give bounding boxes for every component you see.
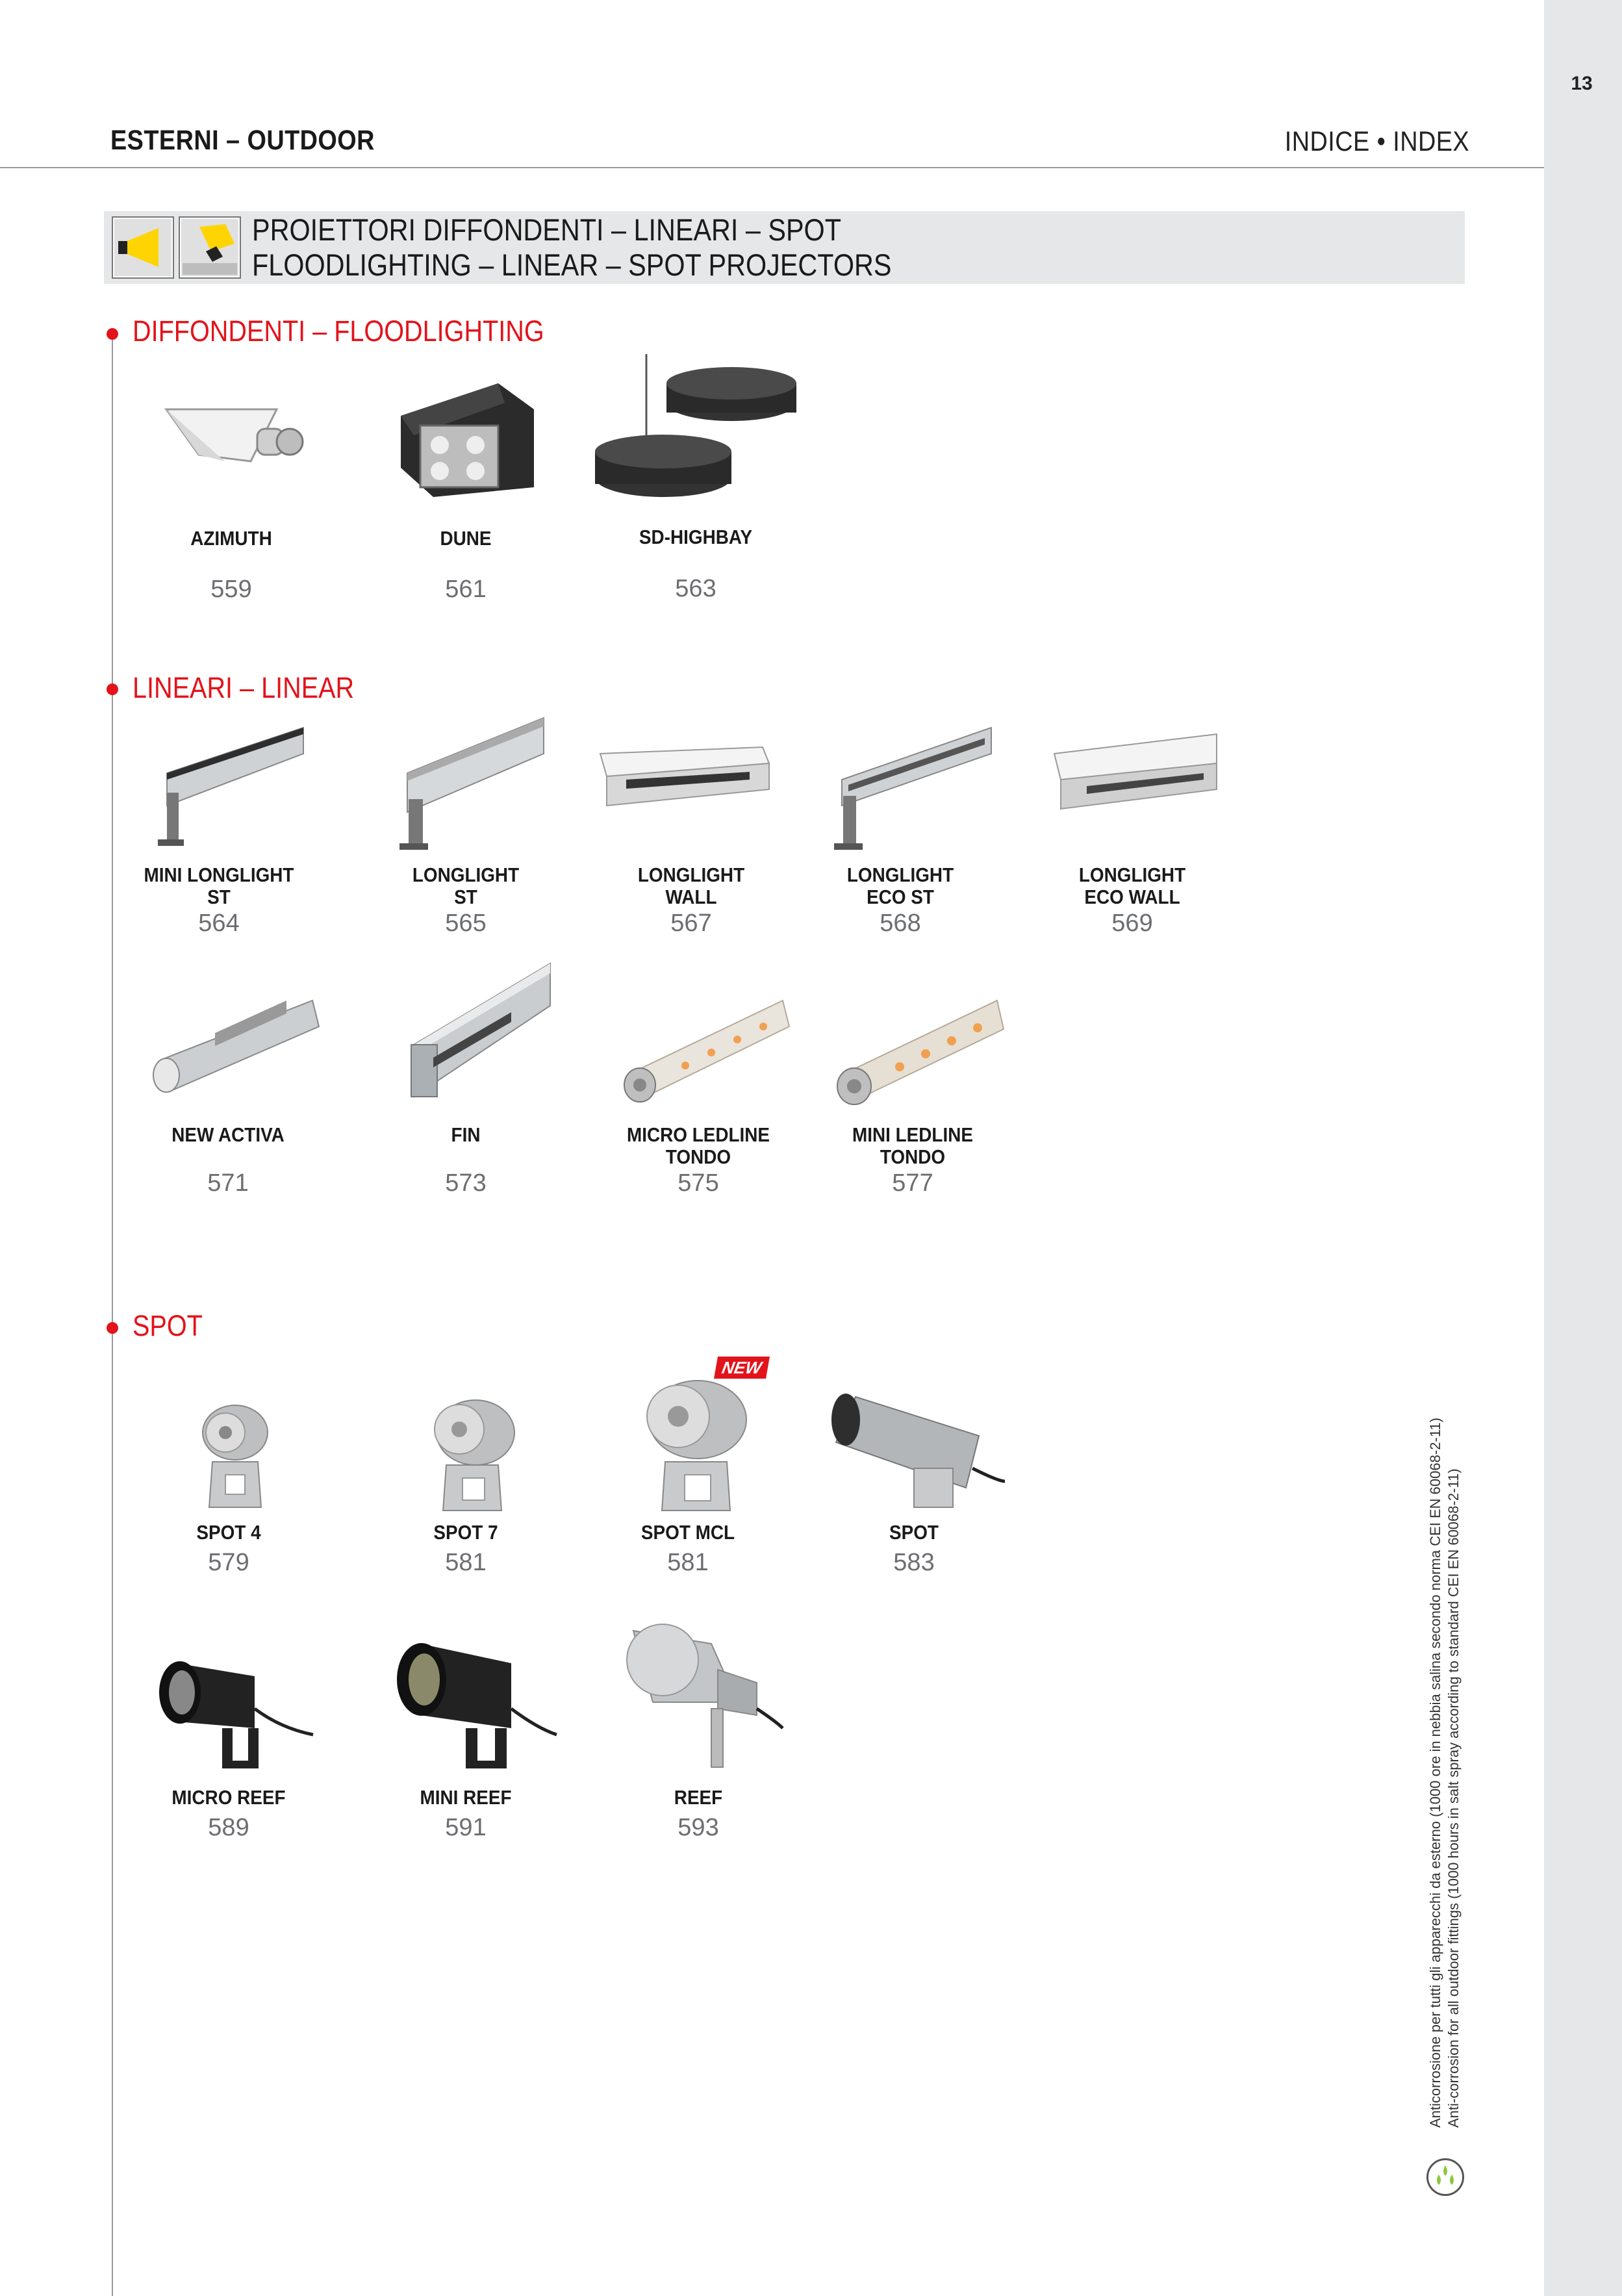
product-page: 567 bbox=[670, 910, 712, 937]
mini-ledline-tondo-image bbox=[809, 975, 1017, 1117]
product-page: 569 bbox=[1111, 910, 1153, 937]
page-number: 13 bbox=[1571, 73, 1593, 94]
product-name: LONGLIGHT ECO ST bbox=[846, 863, 954, 908]
product-page: 579 bbox=[208, 1549, 249, 1576]
section-dot bbox=[107, 683, 118, 695]
banner-title-italian: PROIETTORI DIFFONDENTI – LINEARI – SPOT bbox=[252, 212, 842, 247]
azimuth-image bbox=[127, 364, 335, 520]
longlight-st-image bbox=[362, 715, 570, 858]
product-page: 593 bbox=[678, 1814, 719, 1841]
section-timeline bbox=[112, 335, 113, 2296]
product-name: SD-HIGHBAY bbox=[639, 526, 753, 548]
section-title-spot: SPOT bbox=[133, 1309, 203, 1342]
product-name: REEF bbox=[674, 1786, 723, 1809]
product-name: LONGLIGHT ST bbox=[412, 863, 520, 908]
note-english: Anti-corrosion for all outdoor fittings (1000 hours in salt spray according to standard CEI EN 60068-2-11) bbox=[1445, 1468, 1462, 2128]
product-page: 559 bbox=[210, 576, 252, 603]
spot-7-image bbox=[362, 1387, 570, 1517]
floodlight-icon bbox=[112, 216, 174, 279]
product-page: 581 bbox=[667, 1549, 709, 1576]
product-page: 581 bbox=[445, 1549, 487, 1576]
product-name: SPOT bbox=[889, 1521, 939, 1544]
page-side-strip bbox=[1544, 0, 1622, 2296]
longlight-eco-st-image bbox=[796, 715, 1004, 858]
longlight-eco-wall-image bbox=[1028, 715, 1236, 858]
product-page: 589 bbox=[208, 1814, 249, 1841]
longlight-wall-image bbox=[587, 715, 795, 858]
index-link[interactable]: INDICE • INDEX bbox=[1284, 126, 1469, 157]
section-heading: ESTERNI – OUTDOOR bbox=[110, 125, 375, 156]
spot-mcl-image bbox=[584, 1371, 792, 1517]
dune-image bbox=[362, 364, 570, 520]
product-page: 571 bbox=[207, 1169, 249, 1197]
product-name: MINI LEDLINE TONDO bbox=[852, 1123, 973, 1168]
new-badge: NEW bbox=[714, 1357, 770, 1379]
product-name: NEW ACTIVA bbox=[171, 1123, 285, 1146]
section-dot bbox=[107, 328, 118, 340]
mini-longlight-st-image bbox=[115, 715, 323, 858]
fin-image bbox=[362, 960, 570, 1116]
product-name: LONGLIGHT WALL bbox=[637, 863, 745, 908]
banner-title-english: FLOODLIGHTING – LINEAR – SPOT PROJECTORS bbox=[252, 248, 892, 282]
product-page: 568 bbox=[880, 910, 921, 937]
spot-image bbox=[810, 1371, 1018, 1517]
sd-highbay-image bbox=[592, 354, 800, 517]
new-activa-image bbox=[124, 975, 332, 1117]
salt-spray-drops-icon bbox=[1426, 2158, 1464, 2196]
product-page: 591 bbox=[445, 1814, 487, 1841]
product-name: AZIMUTH bbox=[190, 527, 272, 550]
product-name: MICRO REEF bbox=[171, 1786, 286, 1809]
header-divider bbox=[0, 167, 1544, 168]
product-name: DUNE bbox=[440, 527, 492, 550]
product-page: 565 bbox=[445, 910, 487, 937]
spot-projector-icon bbox=[179, 216, 241, 279]
product-name: FIN bbox=[451, 1123, 481, 1146]
product-name: SPOT MCL bbox=[640, 1521, 735, 1544]
reef-image bbox=[594, 1618, 802, 1780]
note-italian: Anticorrosione per tutti gli apparecchi da esterno (1000 ore in nebbia salina secondo norma CEI EN 60068-2-11) bbox=[1427, 1418, 1443, 2128]
product-page: 583 bbox=[893, 1549, 935, 1576]
micro-ledline-tondo-image bbox=[594, 975, 802, 1117]
product-page: 564 bbox=[198, 910, 240, 937]
product-page: 575 bbox=[678, 1169, 719, 1197]
spot-4-image bbox=[125, 1397, 333, 1514]
product-page: 573 bbox=[445, 1169, 487, 1197]
anticorrosion-note bbox=[1426, 1418, 1463, 2128]
section-title-floodlighting: DIFFONDENTI – FLOODLIGHTING bbox=[133, 314, 544, 348]
product-name: SPOT 4 bbox=[196, 1521, 261, 1544]
product-page: 563 bbox=[675, 575, 716, 602]
mini-reef-image bbox=[362, 1624, 570, 1780]
section-dot bbox=[107, 1322, 118, 1334]
product-page: 561 bbox=[445, 576, 487, 603]
product-name: SPOT 7 bbox=[433, 1521, 498, 1544]
section-title-linear: LINEARI – LINEAR bbox=[133, 671, 355, 704]
product-name: MICRO LEDLINE TONDO bbox=[626, 1123, 770, 1168]
product-page: 577 bbox=[892, 1169, 933, 1197]
micro-reef-image bbox=[125, 1637, 333, 1780]
product-name: MINI REEF bbox=[420, 1786, 512, 1809]
product-name: MINI LONGLIGHT ST bbox=[144, 863, 294, 908]
product-name: LONGLIGHT ECO WALL bbox=[1078, 863, 1186, 908]
